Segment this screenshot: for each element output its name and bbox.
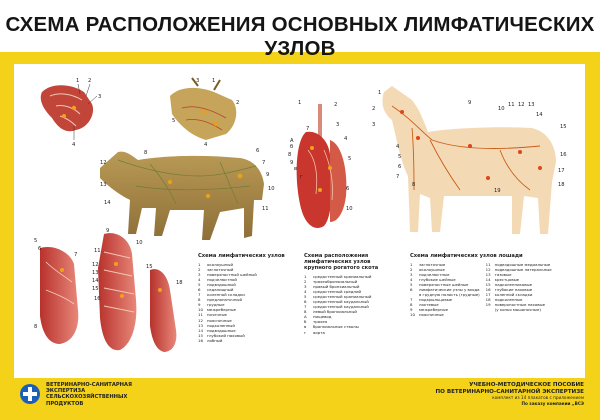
legend-item-number: 7 [198,292,201,298]
legend-item-text: поверхностные паховые [494,302,545,308]
horse-label-10: 10 [498,106,505,112]
horse-label-16: 16 [560,152,567,158]
legend-item-number: 9 [198,302,201,308]
legend-item-number: 2 [304,279,307,285]
legend-item-text: подчелюстные [419,272,450,278]
carcass2-label-13: 13 [92,270,99,276]
carcass2-label-14: 14 [92,278,99,284]
legend-item [486,307,552,312]
legend-item-number: 1 [198,262,201,267]
legend-item-text: подколенный [207,322,235,328]
cow-label-8: 8 [144,150,148,156]
legend-item-text: поверхностный шейный [207,272,257,278]
legend-item-number: 12 [198,317,203,323]
legend-item-number: 4 [410,277,413,283]
legend-item-text: поверхностные шейные [419,282,469,288]
horse-label-4: 4 [396,144,400,150]
footer-right-line4: По заказу компании „ВСЭ [521,400,584,406]
legend-item-text: поясничные [419,312,444,318]
legend-item-number: 8 [410,302,413,308]
legend-item-text: коленной складки [207,292,245,298]
legend-item-number: 18 [485,297,491,303]
organs-label-a: А [290,138,294,144]
horse-label-9: 9 [468,100,472,106]
legend-item [198,338,290,343]
legend-horse-col1 [410,262,480,318]
legend-item-number: А [304,314,307,320]
organs-label-10: 10 [346,206,353,212]
legend-item-number: 15 [485,282,491,288]
carcass-half-figure [34,238,78,344]
legend-horse-col2 [486,262,552,318]
legend-item-text: почечные [207,312,227,318]
legend-item-text: средостенный краниальный [313,294,372,300]
legend-item-number: 8 [198,297,201,303]
carcass2-label-9: 9 [106,228,110,234]
org-name: ВЕТЕРИНАРНО-САНИТАРНАЯ ЭКСПЕРТИЗА СЕЛЬСКОХОЗЯЙСТВЕННЫХ ПРОДУКТОВ [46,382,132,407]
legend-item-text: глубокие шейные [419,277,456,283]
sheep-label-3: 3 [98,94,102,100]
page-title: СХЕМА РАСПОЛОЖЕНИЯ ОСНОВНЫХ ЛИМФАТИЧЕСКИХ УЗЛОВ [5,13,595,60]
cow-label-10: 10 [268,186,275,192]
cowhead-label-2: 2 [236,100,240,106]
cow-label-12: 12 [100,160,107,166]
organs-label-5: 5 [348,156,352,162]
legend-item-text: правый бронхиальный [313,284,360,290]
sheep-label-2: 2 [88,78,92,84]
organs-label-8: 8 [288,152,292,158]
legend-item-text: тазовые [494,272,512,278]
legend-item-number: 7 [304,304,307,310]
horse-label-3: 3 [372,122,376,128]
legend-item-text: подколенные [494,297,523,303]
legend-item-number: 6 [198,287,201,293]
legend-item-number: 3 [304,284,307,290]
horse-label-5: 5 [398,154,402,160]
carcass1-label-8: 8 [34,324,38,330]
horse-label-15: 15 [560,124,567,130]
legend-item-number: 15 [198,332,203,338]
cow-label-14: 14 [104,200,111,206]
legend-item [410,312,480,317]
horse-label-12: 12 [518,102,525,108]
legend-item-text: околоушные [419,267,445,273]
legend-item-text: подвздошные медиальные [494,262,551,267]
carcass1-label-7: 7 [74,252,78,258]
legend-item-number: 13 [198,322,203,328]
legend-item-text: заглоточный [207,267,234,273]
legend-item [304,330,394,335]
footer-right [435,382,584,407]
legend-item-text: межреберные [207,307,236,313]
legend-item-number: 1 [410,262,413,267]
legend-item-number: 4 [198,277,201,283]
cow-label-7: 7 [262,160,266,166]
legend-item-number: 1 [304,274,307,279]
legend-item-number: 14 [485,277,491,283]
carcass1-label-6: 6 [38,246,42,252]
organs-label-v: в [294,166,298,172]
organs-label-3: 3 [336,122,340,128]
legend-item-number: 3 [410,272,413,278]
carcass2-label-11: 11 [94,248,101,254]
legend-item-number: б [304,319,307,325]
legend-item-number: 5 [410,282,413,288]
legend-item-text: бронхиальные стволы [313,324,359,330]
footer-right-line2: ПО ВЕТЕРИНАРНО-САНИТАРНОЙ ЭКСПЕРТИЗЕ [435,388,584,395]
cow-label-6: 6 [256,148,260,154]
horse-figure [372,86,567,234]
horse-label-19: 19 [494,188,501,194]
legend-item-number: 5 [198,282,201,288]
legend-item-text: околоушный [207,262,233,267]
legend-item-number: 6 [304,299,307,305]
legend-item-number: 8 [304,309,307,315]
horse-label-13: 13 [528,102,535,108]
legend-item-number: 16 [485,287,491,293]
legend-item-text: лобный [207,337,223,343]
legend-item-number: 9 [410,307,413,313]
legend-item-text: средостенный каудальный [313,304,369,310]
organs-label-g: г [300,174,303,180]
legend-item-number: 10 [410,312,415,318]
legend-item-text: лимфатические узлы у входа [419,287,480,293]
legend-item-number: 19 [485,302,491,308]
legend-item-text: подкрыльцовые [419,297,453,303]
carcass2-label-15: 15 [92,286,99,292]
legend-item-text: трахея [313,319,328,325]
cross-logo-icon [20,384,40,404]
cowhead-label-5: 5 [172,118,176,124]
footer-right-line1: УЧЕБНО-МЕТОДИЧЕСКОЕ ПОСОБИЕ [469,382,584,388]
legend-item-text: заглоточные [419,262,446,267]
sheep-label-4: 4 [72,142,76,148]
legend-item-text: аорта [313,329,325,335]
horse-label-18: 18 [558,182,565,188]
legend-item-number: 5 [304,294,307,300]
legend-item-text: средостенный каудальный [313,299,369,305]
cow-label-11: 11 [262,206,269,212]
cow-head-figure [170,78,239,148]
horse-label-17: 17 [558,168,565,174]
legend-item-text: левый бронхиальный [313,309,357,315]
carcass2-label-12: 12 [92,262,99,268]
legend-organs-list [304,274,394,335]
legend-item-number: 2 [410,267,413,273]
horse-label-11: 11 [508,102,515,108]
legend-item-number: 11 [485,262,491,267]
carcass3-label-15: 15 [146,264,153,270]
organs-label-9: 9 [290,160,294,166]
cow-organs-figure [288,100,353,228]
legend-item-number: 14 [198,327,203,333]
legend-item-text: грудные [207,302,225,308]
legend-item-text: трахеобронхиальный [313,279,358,285]
legend-item-number: в [304,324,307,330]
sheep-head-figure [41,78,102,148]
legend-item-text: коленной складки [494,292,533,298]
horse-label-8: 8 [412,182,416,188]
legend-item-number: 7 [410,297,413,303]
legend-item-number: 4 [304,289,307,295]
cowhead-label-1: 1 [212,78,216,84]
legend-item-text: глубокие паховые [494,287,533,293]
organs-label-1: 1 [298,100,302,106]
legend-item-number: г [304,329,307,335]
legend-item-number: 2 [198,267,201,273]
legend-item-text: крестцовые [494,277,520,283]
legend-item-text: седалищный [207,287,234,293]
carcass-leg-figure [146,264,183,352]
cow-label-13: 13 [100,182,107,188]
organs-label-b: б [290,144,294,150]
legend-item-number: 17 [485,292,491,298]
legend-item-text: глубокий паховый [207,332,245,338]
horse-label-1: 1 [378,90,382,96]
legend-item-text: пищевод [313,314,332,320]
organs-label-4: 4 [344,136,348,142]
legend-item-text: средостенный краниальный [313,274,372,279]
legend-item-text: локтевые [419,302,439,308]
legend-item-number: 16 [198,337,203,343]
legend-item-number: 12 [485,267,491,273]
carcass2-label-10: 10 [136,240,143,246]
organs-label-2: 2 [334,102,338,108]
legend-item-number: 10 [198,307,203,313]
legend-item-number: 13 [485,272,491,278]
horse-label-7: 7 [396,174,400,180]
organs-label-7: 7 [306,126,310,132]
legend-item-number: 11 [198,312,203,318]
legend-item-text: предлопаточный [207,297,242,303]
legend-horse-title: Схема лимфатических узлов лошади [410,253,523,259]
legend-item-text: поясничные [207,317,232,323]
legend-item-number: 6 [410,287,413,293]
legend-item-text: подвздошные [207,327,236,333]
legend-cattle [198,253,290,343]
cow-figure [100,148,275,240]
horse-label-2: 2 [372,106,376,112]
legend-cattle-list [198,262,290,343]
legend-item-text: (у конья мошоночные) [494,307,541,313]
legend-organs-title: Схема расположения лимфатических узлов крупного рогатого скота [304,253,379,271]
legend-item-text: подвздошный [207,282,236,288]
legend-item-text: межреберные [419,307,448,313]
carcass3-label-18: 18 [176,280,183,286]
legend-organs [304,253,394,335]
carcass1-label-5: 5 [34,238,38,244]
legend-horse [410,253,582,318]
legend-item-text: средостенный средний [313,289,362,295]
cowhead-label-3: 3 [196,78,200,84]
carcass2-label-16: 16 [94,296,101,302]
legend-item-text: в грудную полость (грудные) [419,292,480,298]
carcass-side-figure [92,228,143,350]
cowhead-label-4: 4 [204,142,208,148]
legend-item-text: подвздошные латеральные [494,267,552,273]
horse-label-6: 6 [398,164,402,170]
sheep-label-1: 1 [76,78,80,84]
footer-right-line3: комплект из 14 плакатов с приложением [492,395,584,401]
cow-label-9: 9 [266,172,270,178]
legend-cattle-title: Схема лимфатических узлов [198,253,285,259]
legend-item-text: надколенниковые [494,282,533,288]
legend-item-text: подчелюстной [207,277,237,283]
organs-label-6: 6 [346,186,350,192]
legend-item-number: 3 [198,272,201,278]
horse-label-14: 14 [536,112,543,118]
